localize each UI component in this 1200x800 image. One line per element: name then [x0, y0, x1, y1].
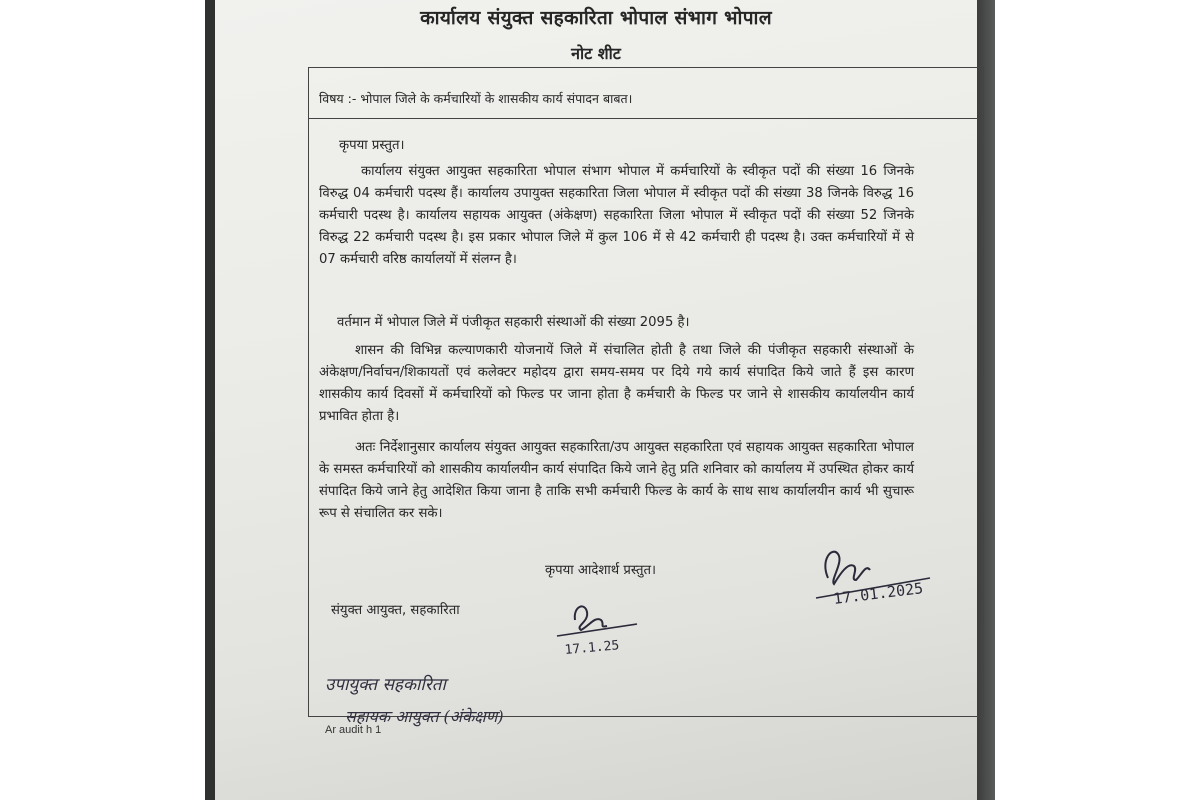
handwritten-line-2-text: सहायक आयुक्त (अंकेक्षण): [345, 707, 504, 726]
signature-middle: [545, 596, 655, 656]
subject-divider: [308, 118, 984, 119]
handwritten-line-1-text: उपायुक्त सहकारिता: [325, 675, 446, 695]
signature-right: [810, 540, 960, 610]
salutation: कृपया प्रस्तुत।: [339, 138, 405, 153]
office-title: कार्यालय संयुक्त सहकारिता भोपाल संभाग भोपाल: [420, 7, 772, 29]
footer-file-note: Ar audit h 1: [325, 724, 382, 736]
submission-line: कृपया आदेशार्थ प्रस्तुत।: [545, 563, 657, 578]
handwritten-line-2: [345, 700, 625, 730]
note-sheet-paper: [215, 0, 977, 800]
paragraph-society-count: वर्तमान में भोपाल जिले में पंजीकृत सहकारी संस्थाओं की संख्या 2095 है।: [337, 315, 690, 330]
subject-line: विषय :- भोपाल जिले के कर्मचारियों के शासकीय कार्य संपादन बाबत।: [319, 91, 633, 106]
signature-right-date: 17.01.2025: [832, 579, 925, 608]
handwritten-line-1: [325, 668, 585, 698]
signature-middle-date: 17.1.25: [564, 638, 620, 658]
photo-left-edge: [205, 0, 215, 800]
paragraph-staff-strength: कार्यालय संयुक्त आयुक्त सहकारिता भोपाल संभाग भोपाल में कर्मचारियों के स्वीकृत पदों की संख्या 16 जिनके विरुद्ध 04 कर्मचारी पदस्थ हैं। कार्यालय उपायुक्त सहकारिता जिला भोपाल में स्वीकृत पदों की संख्या 38 जिनके विरुद्ध 16 कर्मचारी पदस्थ है। कार्यालय सहायक आयुक्त (अंकेक्षण) सहकारिता जिला भोपाल में स्वीकृत पदों की संख्या 52 जिनके विरुद्ध 22 कर्मचारी पदस्थ है। इस प्रकार भोपाल जिले में कुल 106 में से 42 कर्मचारी ही पदस्थ है। उक्त कर्मचारियों में से 07 कर्मचारी वरिष्ठ कार्यालयों में संलग्न है।: [319, 164, 914, 267]
addressee-line: संयुक्त आयुक्त, सहकारिता: [331, 603, 460, 618]
sheet-title: नोट शीट: [571, 44, 621, 63]
paragraph-field-work: शासन की विभिन्न कल्याणकारी योजनायें जिले में संचालित होती है तथा जिले की पंजीकृत सहकारी संस्थाओं के अंकेक्षण/निर्वाचन/शिकायतों एवं कलेक्टर महोदय द्वारा समय-समय पर दिये गये कार्य संपादित किये जाते हैं इस कारण शासकीय कार्य दिवसों में कर्मचारियों को फिल्ड पर जाना होता है कर्मचारी के फिल्ड पर जाने से शासकीय कार्यालयीन कार्य प्रभावित होता है।: [319, 343, 914, 424]
paragraph-saturday-order: अतः निर्देशानुसार कार्यालय संयुक्त आयुक्त सहकारिता/उप आयुक्त सहकारिता एवं सहायक आयुक्त सहकारिता भोपाल के समस्त कर्मचारियों को शासकीय कार्यालयीन कार्य संपादित किये जाने हेतु प्रति शनिवार को कार्यालय में उपस्थित होकर कार्य संपादित किये जाने हेतु आदेशित किया जाना है ताकि सभी कर्मचारी फिल्ड के कार्य के साथ साथ कार्यालयीन कार्य भी सुचारू रूप से संचालित कर सके।: [319, 440, 914, 521]
document-photo: [205, 0, 995, 800]
